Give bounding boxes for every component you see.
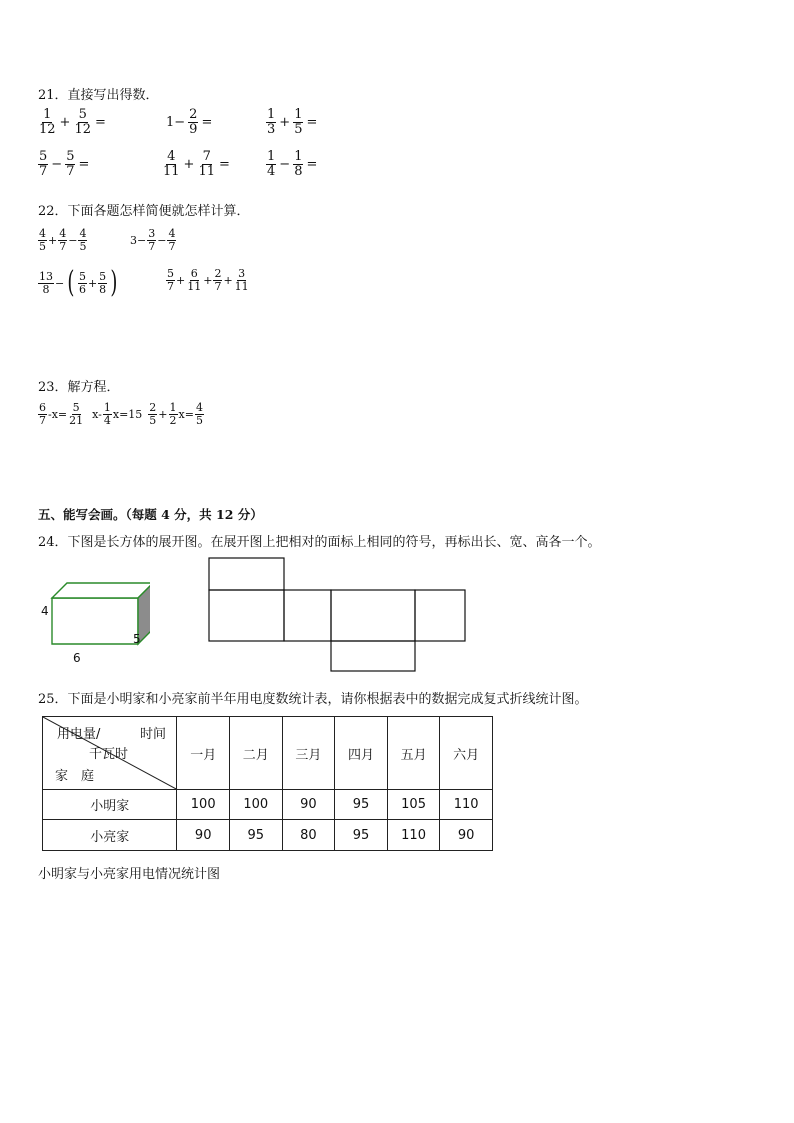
table-row (43, 790, 493, 820)
net-face-top[interactable] (209, 558, 284, 590)
q21-item-1: $\frac{1}{12}$ + $\frac{5}{12}$ = (39, 107, 106, 137)
q21-item-5: $\frac{4}{11}$ + $\frac{7}{11}$ = (163, 149, 230, 179)
header-usage-label: 用电量/ (57, 727, 101, 742)
net-face-left[interactable] (415, 590, 465, 641)
table-cell: 100 (230, 790, 283, 820)
cuboid-front-face (52, 598, 138, 644)
table-cell: 95 (335, 790, 388, 820)
q24-title: 24．下图是长方体的展开图。在展开图上把相对的面标上相同的符号，再标出长、宽、高各一个。 (38, 535, 601, 550)
q23-title: 23．解方程． (38, 380, 120, 395)
month-header: 二月 (230, 717, 283, 790)
table-cell: 110 (440, 790, 493, 820)
cuboid-figure (40, 578, 150, 668)
q22-expr-1: $\frac{4}{5}$ + $\frac{4}{7}$ − $\frac{4}{5}$ (39, 227, 87, 253)
month-header: 四月 (335, 717, 388, 790)
cuboid-net (205, 555, 470, 675)
q22-title: 22．下面各题怎样简便就怎样计算． (38, 204, 250, 219)
month-header: 一月 (177, 717, 230, 790)
q25-title: 25．下面是小明家和小亮家前半年用电度数统计表，请你根据表中的数据完成复式折线统计图。 (38, 692, 588, 707)
month-header: 六月 (440, 717, 493, 790)
q21-item-3: $\frac{1}{3}$ + $\frac{1}{5}$ = (267, 107, 318, 137)
table-cell: 95 (230, 820, 283, 851)
q23-equations: $\frac{6}{7}$ -x= $\frac{5}{21}$ x- $\frac{1}{4}$ x=15 $\frac{2}{5}$ + $\frac{1}{2}$ x= $\frac{4}{5}$ (39, 401, 203, 427)
q21-item-4: $\frac{5}{7}$ − $\frac{5}{7}$ = (39, 149, 90, 179)
cuboid-label-height: 4 (41, 604, 49, 618)
net-face-bottom[interactable] (331, 641, 415, 671)
net-face-right[interactable] (284, 590, 331, 641)
header-time-label: 时间 (140, 727, 167, 742)
table-diagonal-header (43, 717, 177, 790)
table-cell: 100 (177, 790, 230, 820)
month-header: 三月 (282, 717, 335, 790)
header-family-label: 家 庭 (55, 769, 95, 784)
table-cell: 105 (387, 790, 440, 820)
electricity-table (42, 716, 493, 851)
table-cell: 110 (387, 820, 440, 851)
cuboid-top-face (52, 583, 150, 598)
table-row (43, 820, 493, 851)
q21-item-2: 1− $\frac{2}{9}$ = (166, 107, 213, 137)
header-unit-label: 千瓦时 (89, 747, 129, 762)
q21-title: 21．直接写出得数． (38, 88, 159, 103)
table-cell: 90 (282, 790, 335, 820)
net-face-front[interactable] (209, 590, 284, 641)
month-header: 五月 (387, 717, 440, 790)
q22-expr-2: 3− $\frac{3}{7}$ − $\frac{4}{7}$ (130, 227, 176, 253)
table-cell: 80 (282, 820, 335, 851)
table-cell: 90 (177, 820, 230, 851)
row-family-name: 小明家 (43, 790, 177, 820)
q22-expr-3: $\frac{13}{8}$ − ( $\frac{5}{6}$ + $\frac{5}{8}$ ) (39, 265, 118, 300)
cuboid-label-length: 6 (73, 651, 81, 665)
q22-expr-4: $\frac{5}{7}$ + $\frac{6}{11}$ + $\frac{2}{7}$ + $\frac{3}{11}$ (167, 267, 249, 293)
q21-item-6: $\frac{1}{4}$ − $\frac{1}{8}$ = (267, 149, 318, 179)
table-cell: 90 (440, 820, 493, 851)
row-family-name: 小亮家 (43, 820, 177, 851)
chart-title: 小明家与小亮家用电情况统计图 (38, 867, 221, 882)
table-cell: 95 (335, 820, 388, 851)
section-5-title: 五、能写会画。（每题 4 分，共 12 分） (38, 507, 263, 522)
net-face-back[interactable] (331, 590, 415, 641)
cuboid-label-width: 5 (133, 632, 141, 646)
